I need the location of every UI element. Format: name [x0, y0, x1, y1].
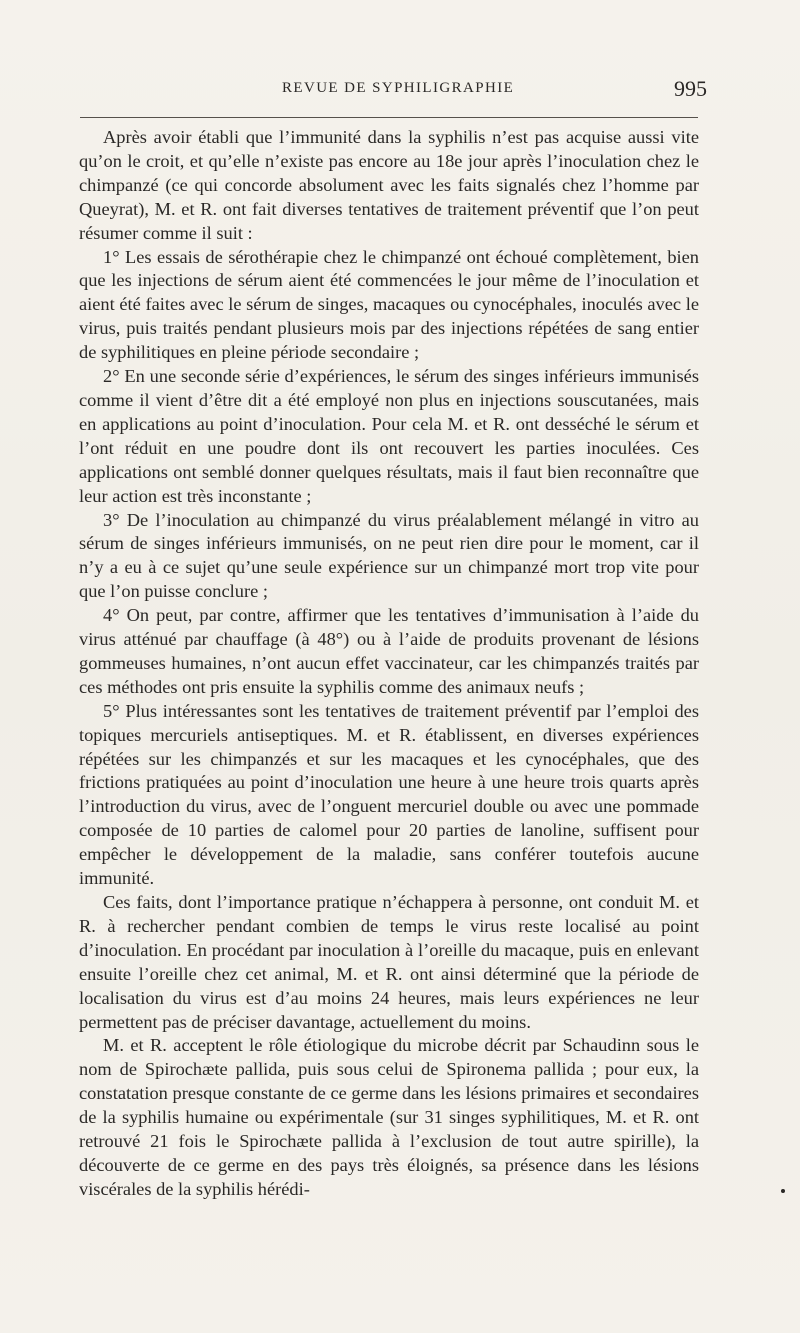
- paragraph-intro: Après avoir établi que l’immunité dans la syphilis n’est pas acquise aussi vite qu’on le croit, et qu’elle n’existe pas encore au 18e jour après l’inoculation chez le chimpanzé (ce qui concorde absolument avec les faits signalés chez l’homme par Queyrat), M. et R. ont fait diverses tentatives de traitement préventif que l’on peut résumer comme il suit :: [79, 127, 699, 243]
- paragraph-point-1: 1° Les essais de sérothérapie chez le chimpanzé ont échoué complètement, bien que les injections de sérum aient été commencées le jour même de l’inoculation et aient été faites avec le sérum de singes, macaques ou cynocéphales, inoculés avec le virus, puis traités pendant plusieurs mois par des injections répétées de sang entier de syphilitiques en pleine période secondaire ;: [79, 246, 699, 363]
- header-rule: [80, 117, 698, 118]
- paragraph-point-2: 2° En une seconde série d’expériences, le sérum des singes inférieurs immunisés comme il vient d’être dit a été employé non plus en injections souscutanées, mais en applications au point d’inoculation. Pour cela M. et R. ont desséché le sérum et l’ont réduit en une poudre dont ils ont recouvert les parties inoculées. Ces applications ont semblé donner quelques résultats, mais il faut bien reconnaître que leur action est très inconstante ;: [79, 366, 699, 506]
- paragraph-point-3: 3° De l’inoculation au chimpanzé du virus préalablement mélangé in vitro au sérum de singes inférieurs immunisés, on ne peut rien dire pour le moment, car il n’y a eu à ce sujet qu’une seule expérience sur un chimpanzé mort trop vite pour que l’on puisse conclure ;: [79, 509, 699, 602]
- paragraph-point-4: 4° On peut, par contre, affirmer que les tentatives d’immunisation à l’aide du virus atténué par chauffage (à 48°) ou à l’aide de produits provenant de lésions gommeuses humaines, n’ont aucun effet vaccinateur, car les chimpanzés traités par ces méthodes ont pris ensuite la syphilis comme des animaux neufs ;: [79, 605, 699, 697]
- body-text: [79, 126, 699, 1202]
- running-title: REVUE DE SYPHILIGRAPHIE: [282, 80, 515, 96]
- paragraph-point-5: 5° Plus intéressantes sont les tentatives de traitement préventif par l’emploi des topiques mercuriels antiseptiques. M. et R. établissent, en diverses expériences répétées sur les chimpanzés et sur les macaques et les cynocéphales, que des frictions pratiquées au point d’inoculation une heure à une heure trois quarts après l’introduction du virus, avec de l’onguent mercuriel double ou avec une pommade composée de 10 parties de calomel pour 20 parties de lanoline, suffisent pour empêcher le développement de la maladie, sans conférer toutefois aucune immunité.: [79, 700, 699, 889]
- ink-speck: [781, 1189, 785, 1193]
- paragraph-etiology: M. et R. acceptent le rôle étiologique du microbe décrit par Schaudinn sous le nom de Spirochæte pallida, puis sous celui de Spironema pallida ; pour eux, la constatation presque constante de ce germe dans les lésions primaires et secondaires de la syphilis humaine ou expérimentale (sur 31 singes syphilitiques, M. et R. ont retrouvé 21 fois le Spirochæte pallida à l’exclusion de tout autre spirille), la découverte de ce germe en des pays très éloignés, sa présence dans les lésions viscérales de la syphilis hérédi-: [79, 1035, 699, 1199]
- paragraph-localisation: Ces faits, dont l’importance pratique n’échappera à personne, ont conduit M. et R. à rechercher pendant combien de temps le virus reste localisé au point d’inoculation. En procédant par inoculation à l’oreille du macaque, puis en enlevant ensuite l’oreille chez cet animal, M. et R. ont ainsi déterminé que la période de localisation du virus est d’au moins 24 heures, mais leurs expériences ne leur permettent pas de préciser davantage, actuellement du moins.: [79, 892, 699, 1032]
- page-number: 995: [674, 76, 707, 101]
- running-header: [0, 76, 800, 106]
